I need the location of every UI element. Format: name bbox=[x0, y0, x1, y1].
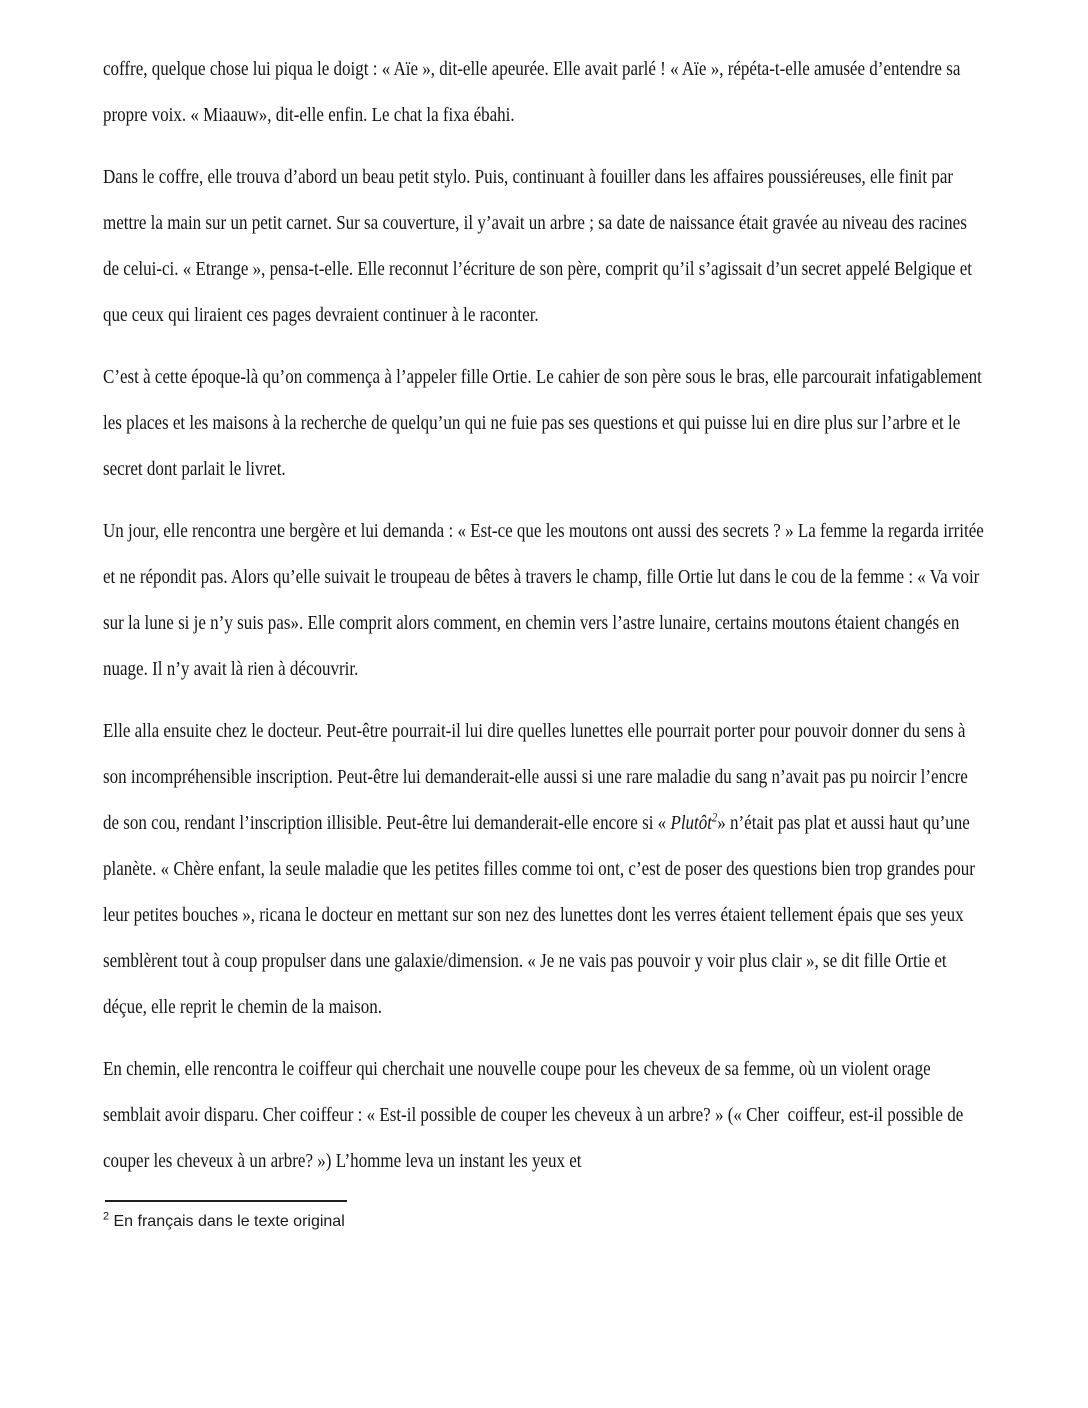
paragraph-3: C’est à cette époque-là qu’on commença à l’appeler fille Ortie. Le cahier de son père sous le bras, elle parcourait infatigablement les places et les maisons à la recherche de quelqu’un qui ne fuie pas ses questions et qui puisse lui en dire plus sur l’arbre et le secret dont parlait le livret. bbox=[103, 366, 987, 480]
paragraph-5-text-before: Elle alla ensuite chez le docteur. Peut-être pourrait-il lui dire quelles lunettes elle pourrait porter pour pouvoir donner du sens à son incompréhensible inscription. Peut-être lui demanderait-elle aussi si une rare maladie du sang n’avait pas pu noircir l’encre de son cou, rendant l’inscription illisible. Peut-être lui demanderait-elle encore si « bbox=[103, 720, 973, 834]
paragraph-5 bbox=[103, 708, 987, 1030]
footnote-separator-rule bbox=[105, 1200, 347, 1202]
paragraph-4: Un jour, elle rencontra une bergère et lui demanda : « Est-ce que les moutons ont aussi des secrets ? » La femme la regarda irritée et ne répondit pas. Alors qu’elle suivait le troupeau de bêtes à travers le champ, fille Ortie lut dans le cou de la femme : « Va voir sur la lune si je n’y suis pas». Elle comprit alors comment, en chemin vers l’astre lunaire, certains moutons étaient changés en nuage. Il n’y avait là rien à découvrir. bbox=[103, 520, 989, 680]
footnote-area bbox=[103, 1200, 987, 1233]
italic-term: Plutôt bbox=[670, 812, 712, 834]
footnote-reference: 2 bbox=[711, 810, 718, 825]
document-body bbox=[103, 46, 987, 1184]
paragraph-2: Dans le coffre, elle trouva d’abord un beau petit stylo. Puis, continuant à fouiller dans les affaires poussiéreuses, elle finit par mettre la main sur un petit carnet. Sur sa couverture, il y’avait un arbre ; sa date de naissance était gravée au niveau des racines de celui-ci. « Etrange », pensa-t-elle. Elle reconnut l’écriture de son père, comprit qu’il s’agissait d’un secret appelé Belgique et que ceux qui liraient ces pages devraient continuer à le raconter. bbox=[103, 166, 977, 326]
paragraph-1: coffre, quelque chose lui piqua le doigt : « Aïe », dit-elle apeurée. Elle avait parlé ! « Aïe », répéta-t-elle amusée d’entendre sa propre voix. « Miaauw», dit-elle enfin. Le chat la fixa ébahi. bbox=[103, 58, 965, 126]
footnote bbox=[103, 1211, 987, 1233]
paragraph-6: En chemin, elle rencontra le coiffeur qui cherchait une nouvelle coupe pour les cheveux de sa femme, où un violent orage semblait avoir disparu. Cher coiffeur : « Est-il possible de couper les cheveux à un arbre? » (« Cher coiffeur, est-il possible de couper les cheveux à un arbre? ») L’homme leva un instant les yeux et bbox=[103, 1058, 968, 1172]
paragraph-5-text-after: » n’était pas plat et aussi haut qu’une planète. « Chère enfant, la seule maladie que les petites filles comme toi ont, c’est de poser des questions bien trop grandes pour leur petites bouches », ricana le docteur en mettant sur son nez des lunettes dont les verres étaient tellement épais que ses yeux semblèrent tout à coup propulser dans une galaxie/dimension. « Je ne vais pas pouvoir y voir plus clair », se dit fille Ortie et déçue, elle reprit le chemin de la maison. bbox=[103, 812, 980, 1018]
footnote-marker: 2 bbox=[103, 1210, 110, 1223]
footnote-text: En français dans le texte original bbox=[109, 1213, 345, 1230]
